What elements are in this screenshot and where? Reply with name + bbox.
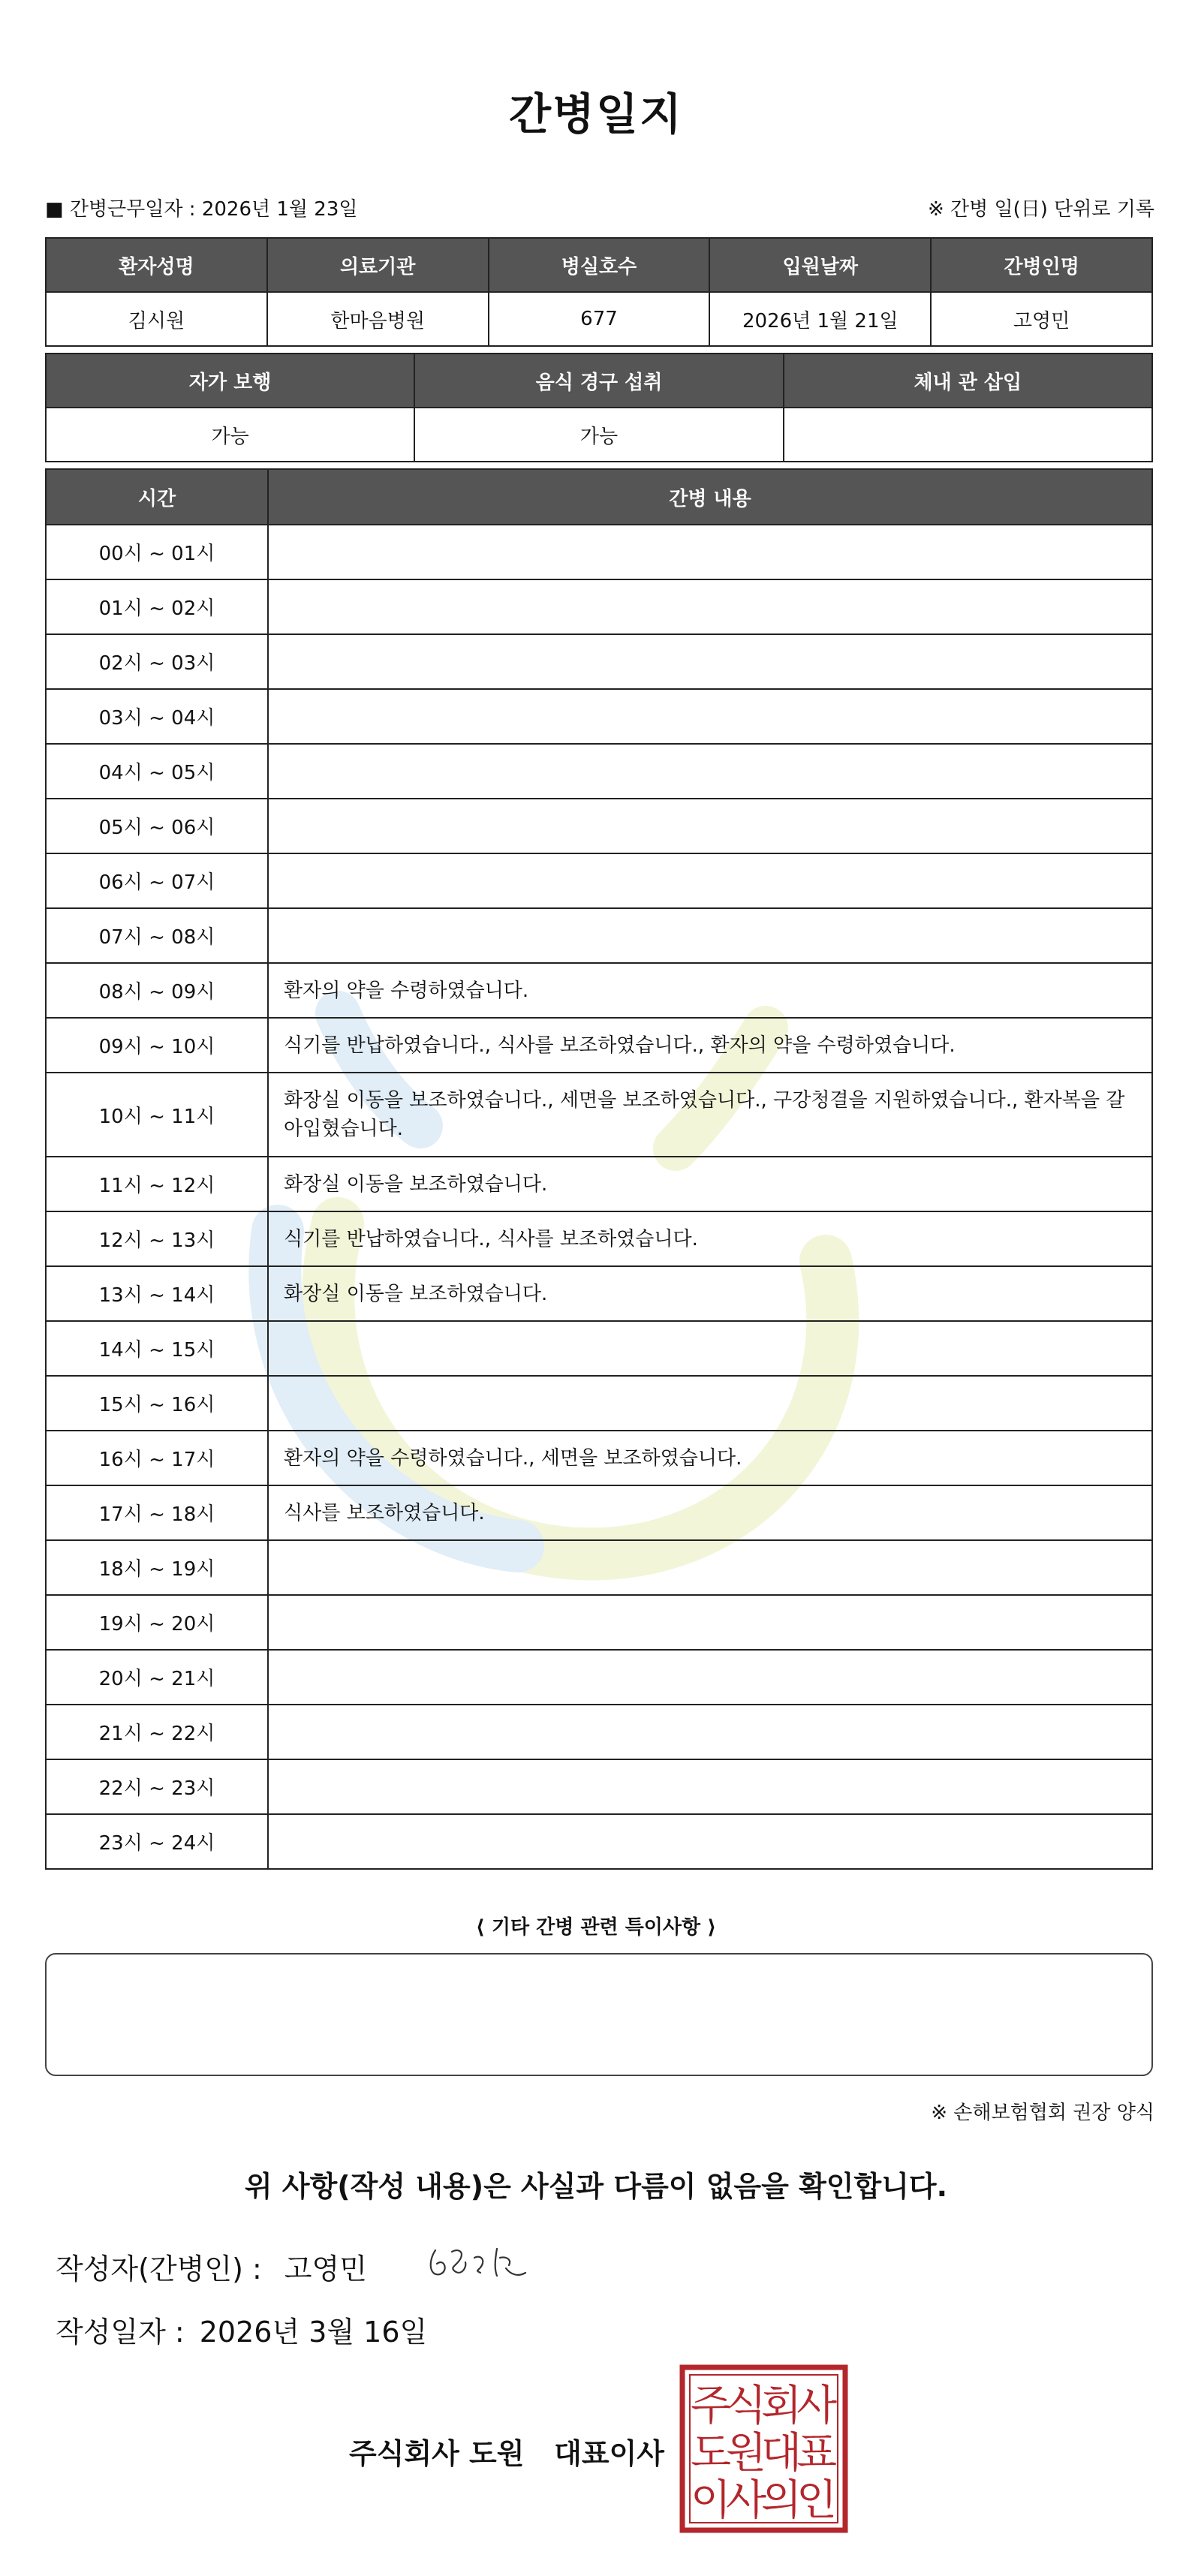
care-note: 화장실 이동을 보조하였습니다. bbox=[268, 1157, 1152, 1211]
care-note bbox=[268, 744, 1152, 799]
svg-text:식: 식 bbox=[725, 2382, 767, 2430]
time-slot: 17시 ~ 18시 bbox=[46, 1485, 268, 1540]
written-date-label: 작성일자 : bbox=[56, 2316, 185, 2349]
svg-text:인: 인 bbox=[796, 2476, 838, 2525]
header-room: 병실호수 bbox=[489, 238, 710, 292]
care-note: 화장실 이동을 보조하였습니다. bbox=[268, 1266, 1152, 1321]
care-note bbox=[268, 1650, 1152, 1705]
table-row bbox=[46, 1595, 1152, 1650]
table-row bbox=[46, 963, 1152, 1018]
care-note bbox=[268, 634, 1152, 689]
table-row bbox=[46, 799, 1152, 853]
care-note bbox=[268, 1814, 1152, 1869]
table-row bbox=[46, 1650, 1152, 1705]
time-slot: 02시 ~ 03시 bbox=[46, 634, 268, 689]
writer-name: 고영민 bbox=[284, 2252, 367, 2286]
patient-status-table bbox=[45, 353, 1153, 462]
unit-note: ※ 간병 일(日) 단위로 기록 bbox=[927, 198, 1154, 221]
time-slot: 21시 ~ 22시 bbox=[46, 1705, 268, 1759]
writer-label: 작성자(간병인) : bbox=[56, 2252, 262, 2286]
header-oral-intake: 음식 경구 섭취 bbox=[414, 354, 783, 408]
care-note: 식기를 반납하였습니다., 식사를 보조하였습니다., 환자의 약을 수령하였습니다. bbox=[268, 1018, 1152, 1073]
time-slot: 01시 ~ 02시 bbox=[46, 579, 268, 634]
care-note: 식사를 보조하였습니다. bbox=[268, 1485, 1152, 1540]
svg-text:원: 원 bbox=[725, 2429, 767, 2478]
confirmation-statement: 위 사항(작성 내용)은 사실과 다름이 없음을 확인합니다. bbox=[244, 2170, 948, 2203]
tube-value bbox=[784, 408, 1152, 462]
written-date-value: 2026년 3월 16일 bbox=[199, 2316, 428, 2349]
care-note bbox=[268, 1759, 1152, 1814]
svg-text:표: 표 bbox=[796, 2429, 838, 2478]
care-note bbox=[268, 1705, 1152, 1759]
header-time: 시간 bbox=[46, 469, 268, 525]
extra-notes-title: ⟨ 기타 간병 관련 특이사항 ⟩ bbox=[475, 1916, 717, 1939]
care-note: 환자의 약을 수령하였습니다. bbox=[268, 963, 1152, 1018]
care-note: 식기를 반납하였습니다., 식사를 보조하였습니다. bbox=[268, 1211, 1152, 1266]
table-row bbox=[46, 689, 1152, 744]
time-slot: 03시 ~ 04시 bbox=[46, 689, 268, 744]
care-note: 환자의 약을 수령하였습니다., 세면을 보조하였습니다. bbox=[268, 1431, 1152, 1485]
care-log-table bbox=[45, 468, 1153, 1870]
time-slot: 19시 ~ 20시 bbox=[46, 1595, 268, 1650]
time-slot: 06시 ~ 07시 bbox=[46, 853, 268, 908]
header-tube: 체내 관 삽입 bbox=[784, 354, 1152, 408]
table-row bbox=[46, 634, 1152, 689]
time-slot: 08시 ~ 09시 bbox=[46, 963, 268, 1018]
table-row bbox=[46, 1266, 1152, 1321]
svg-text:회: 회 bbox=[760, 2382, 802, 2430]
header-admission-date: 입원날짜 bbox=[709, 238, 931, 292]
writer-line bbox=[56, 2246, 367, 2287]
table-row bbox=[46, 1540, 1152, 1595]
table-row bbox=[46, 525, 1152, 579]
hospital-name: 한마음병원 bbox=[267, 292, 489, 346]
care-note bbox=[268, 1321, 1152, 1376]
time-slot: 12시 ~ 13시 bbox=[46, 1211, 268, 1266]
time-slot: 18시 ~ 19시 bbox=[46, 1540, 268, 1595]
caregiver-name: 고영민 bbox=[931, 292, 1152, 346]
table-row bbox=[46, 1485, 1152, 1540]
table-row bbox=[46, 1018, 1152, 1073]
time-slot: 10시 ~ 11시 bbox=[46, 1073, 268, 1157]
table-row bbox=[46, 908, 1152, 963]
header-hospital: 의료기관 bbox=[267, 238, 489, 292]
time-slot: 14시 ~ 15시 bbox=[46, 1321, 268, 1376]
extra-notes-box bbox=[45, 1953, 1153, 2076]
table-row bbox=[46, 1157, 1152, 1211]
document-title: 간병일지 bbox=[508, 89, 684, 140]
patient-name: 김시원 bbox=[46, 292, 267, 346]
care-note bbox=[268, 1540, 1152, 1595]
time-slot: 23시 ~ 24시 bbox=[46, 1814, 268, 1869]
room-number: 677 bbox=[489, 292, 710, 346]
table-row bbox=[46, 1814, 1152, 1869]
svg-text:의: 의 bbox=[760, 2476, 802, 2525]
header-patient-name: 환자성명 bbox=[46, 238, 267, 292]
care-note bbox=[268, 1595, 1152, 1650]
care-note bbox=[268, 799, 1152, 853]
svg-text:사: 사 bbox=[796, 2382, 838, 2430]
table-row bbox=[46, 853, 1152, 908]
time-slot: 04시 ~ 05시 bbox=[46, 744, 268, 799]
admission-date: 2026년 1월 21일 bbox=[709, 292, 931, 346]
company-name: 주식회사 도원 대표이사 bbox=[349, 2437, 664, 2470]
table-row bbox=[46, 1705, 1152, 1759]
time-slot: 05시 ~ 06시 bbox=[46, 799, 268, 853]
time-slot: 09시 ~ 10시 bbox=[46, 1018, 268, 1073]
care-note bbox=[268, 853, 1152, 908]
table-row bbox=[46, 1321, 1152, 1376]
table-row bbox=[46, 1376, 1152, 1431]
table-row bbox=[46, 1211, 1152, 1266]
care-note bbox=[268, 525, 1152, 579]
form-source-note: ※ 손해보험협회 권장 양식 bbox=[931, 2102, 1154, 2124]
header-walking: 자가 보행 bbox=[46, 354, 414, 408]
time-slot: 20시 ~ 21시 bbox=[46, 1650, 268, 1705]
time-slot: 11시 ~ 12시 bbox=[46, 1157, 268, 1211]
svg-text:주: 주 bbox=[690, 2382, 732, 2430]
written-date-line bbox=[56, 2309, 427, 2350]
time-slot: 15시 ~ 16시 bbox=[46, 1376, 268, 1431]
walking-value: 가능 bbox=[46, 408, 414, 462]
table-row bbox=[46, 1073, 1152, 1157]
care-note: 화장실 이동을 보조하였습니다., 세면을 보조하였습니다., 구강청결을 지원하였습니다., 환자복을 갈아입혔습니다. bbox=[268, 1073, 1152, 1157]
time-slot: 16시 ~ 17시 bbox=[46, 1431, 268, 1485]
svg-text:대: 대 bbox=[760, 2429, 802, 2478]
work-date: ■ 간병근무일자 : 2026년 1월 23일 bbox=[45, 198, 358, 221]
handwritten-signature bbox=[422, 2235, 534, 2288]
oral-intake-value: 가능 bbox=[414, 408, 783, 462]
header-caregiver: 간병인명 bbox=[931, 238, 1152, 292]
table-row bbox=[46, 579, 1152, 634]
care-note bbox=[268, 908, 1152, 963]
header-care-content: 간병 내용 bbox=[268, 469, 1152, 525]
care-note bbox=[268, 579, 1152, 634]
table-row bbox=[46, 1759, 1152, 1814]
svg-text:사: 사 bbox=[725, 2476, 767, 2525]
time-slot: 13시 ~ 14시 bbox=[46, 1266, 268, 1321]
time-slot: 22시 ~ 23시 bbox=[46, 1759, 268, 1814]
time-slot: 00시 ~ 01시 bbox=[46, 525, 268, 579]
svg-text:이: 이 bbox=[690, 2476, 732, 2525]
care-note bbox=[268, 1376, 1152, 1431]
time-slot: 07시 ~ 08시 bbox=[46, 908, 268, 963]
table-row bbox=[46, 744, 1152, 799]
table-row bbox=[46, 1431, 1152, 1485]
company-seal bbox=[679, 2364, 848, 2533]
care-note bbox=[268, 689, 1152, 744]
patient-info-table bbox=[45, 237, 1153, 347]
svg-text:도: 도 bbox=[690, 2429, 732, 2478]
